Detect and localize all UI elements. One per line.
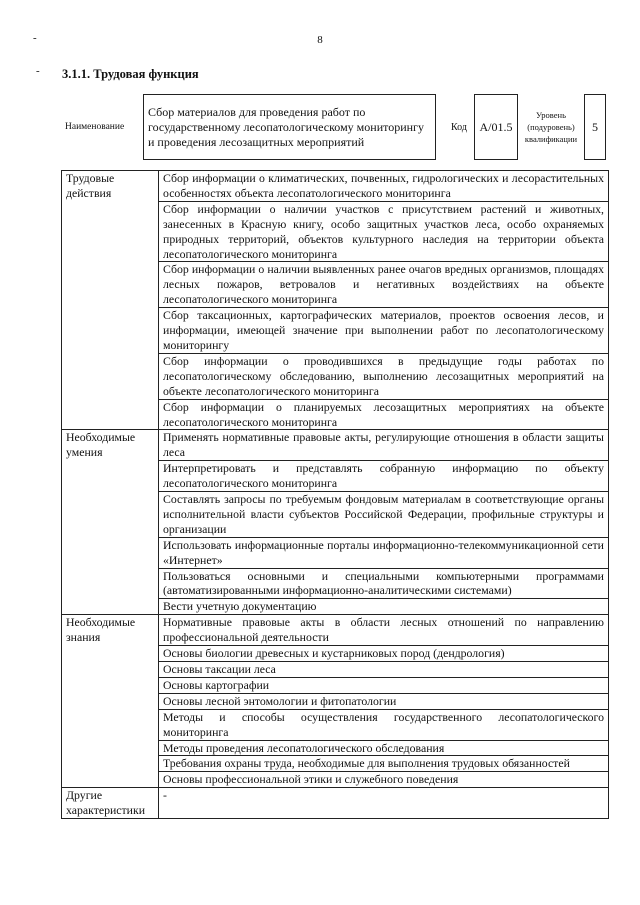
function-header-table bbox=[61, 94, 606, 160]
section-item: Методы проведения лесопатологического обследования bbox=[159, 740, 609, 756]
section-item: Сбор информации о наличии выявленных ранее очагов вредных организмов, площадях лесных пожаров, ветровалов и негативных воздействиях на объекте лесопатологического мониторинга bbox=[159, 262, 609, 308]
section-item: Применять нормативные правовые акты, регулирующие отношения в области защиты леса bbox=[159, 430, 609, 461]
section-category: Необходимые умения bbox=[62, 430, 159, 615]
page-number: 8 bbox=[317, 34, 323, 46]
function-name: Сбор материалов для проведения работ по государственному лесопатологическому мониторингу и проведения лесозащитных мероприятий bbox=[144, 95, 436, 160]
margin-mark: - bbox=[33, 32, 37, 44]
section-item: Составлять запросы по требуемым фондовым материалам в соответствующие органы исполнительной власти субъектов Российской Федерации, профильные структуры и организации bbox=[159, 492, 609, 538]
section-item: Нормативные правовые акты в области лесных отношений по направлению профессиональной деятельности bbox=[159, 615, 609, 646]
level-label: Уровень (подуровень) квалификации bbox=[524, 110, 578, 144]
section-item: Основы биологии древесных и кустарниковых пород (дендрология) bbox=[159, 646, 609, 662]
level-value: 5 bbox=[585, 95, 606, 160]
function-details-table bbox=[61, 170, 609, 819]
section-item: - bbox=[159, 788, 609, 819]
section-item: Основы лесной энтомологии и фитопатологии bbox=[159, 693, 609, 709]
section-item: Основы профессиональной этики и служебного поведения bbox=[159, 772, 609, 788]
section-item: Использовать информационные порталы информационно-телекоммуникационной сети «Интернет» bbox=[159, 537, 609, 568]
table-row bbox=[62, 615, 609, 646]
section-item: Сбор информации о проводившихся в предыдущие годы работах по лесопатологическому обследованию, выполнению лесозащитных мероприятий на объекте лесопатологического мониторинга bbox=[159, 353, 609, 399]
section-category: Необходимые знания bbox=[62, 615, 159, 788]
section-item: Методы и способы осуществления государственного лесопатологического мониторинга bbox=[159, 709, 609, 740]
section-category: Другие характеристики bbox=[62, 788, 159, 819]
margin-mark: - bbox=[36, 65, 40, 77]
section-item: Основы картографии bbox=[159, 677, 609, 693]
section-item: Основы таксации леса bbox=[159, 662, 609, 678]
section-item: Сбор информации о наличии участков с присутствием растений и животных, занесенных в Красную книгу, особо защитных участков леса, особо охраняемых природных территорий, объектов культурного наследия на территории объекта лесопатологического мониторинга bbox=[159, 201, 609, 262]
table-row bbox=[62, 171, 609, 202]
section-item: Пользоваться основными и специальными компьютерными программами (автоматизированными информационно-аналитическими системами) bbox=[159, 568, 609, 599]
section-item: Требования охраны труда, необходимые для выполнения трудовых обязанностей bbox=[159, 756, 609, 772]
section-item: Вести учетную документацию bbox=[159, 599, 609, 615]
section-category: Трудовые действия bbox=[62, 171, 159, 430]
section-item: Сбор информации о планируемых лесозащитных мероприятиях на объекте лесопатологического мониторинга bbox=[159, 399, 609, 430]
table-row bbox=[62, 430, 609, 461]
section-item: Сбор информации о климатических, почвенных, гидрологических и лесорастительных особенностях объекта лесопатологического мониторинга bbox=[159, 171, 609, 202]
section-title: 3.1.1. Трудовая функция bbox=[62, 67, 199, 81]
function-code: A/01.5 bbox=[475, 95, 518, 160]
section-item: Сбор таксационных, картографических материалов, проектов освоения лесов, и информации, имеющей значение при выполнении работ по лесопатологическому мониторингу bbox=[159, 308, 609, 354]
table-row bbox=[62, 788, 609, 819]
section-item: Интерпретировать и представлять собранную информацию по объекту лесопатологического мониторинга bbox=[159, 461, 609, 492]
name-label: Наименование bbox=[65, 122, 125, 132]
code-label: Код bbox=[451, 121, 467, 133]
